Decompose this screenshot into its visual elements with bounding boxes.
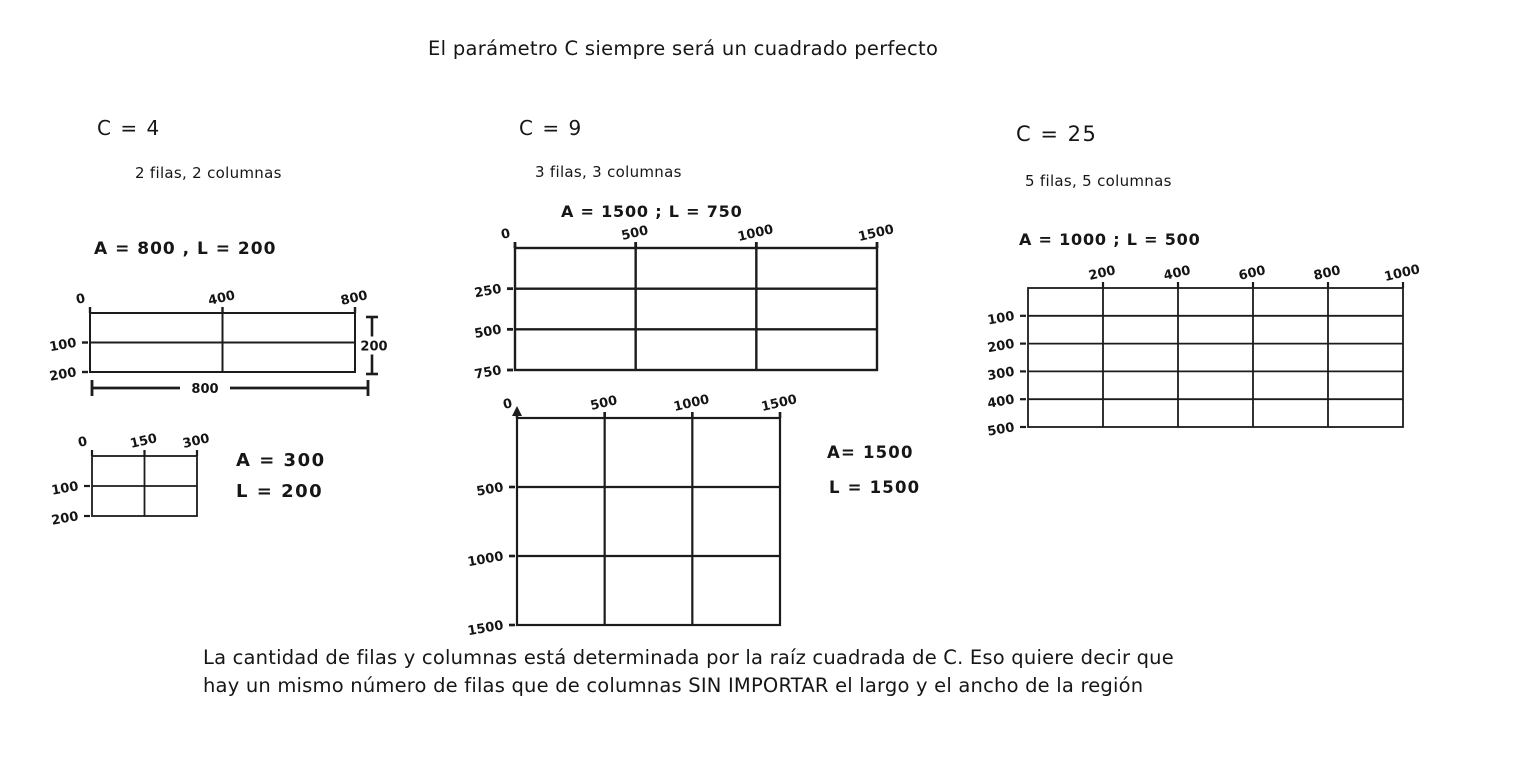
c9-label: C = 9 [519,116,583,140]
svg-text:500: 500 [986,420,1016,440]
svg-text:300: 300 [986,364,1016,385]
svg-text:150: 150 [128,431,159,452]
svg-text:200: 200 [48,365,78,385]
c4-main-grid [48,288,388,398]
c4-small-grid-length-label: L = 200 [236,481,324,502]
svg-text:0: 0 [76,434,89,451]
c9-square-grid [466,392,798,639]
svg-text:500: 500 [619,223,650,244]
svg-text:1500: 1500 [759,392,799,415]
svg-text:100: 100 [48,335,78,356]
svg-text:1000: 1000 [736,222,775,245]
svg-text:200: 200 [986,336,1016,357]
c25-rows-cols-label: 5 filas, 5 columnas [1025,172,1172,190]
svg-text:200: 200 [50,509,80,529]
c25-label: C = 25 [1016,122,1098,146]
c9-wide-grid [473,222,895,382]
svg-text:800: 800 [1312,263,1343,284]
svg-text:400: 400 [1162,263,1193,284]
svg-text:400: 400 [206,288,237,309]
svg-text:800: 800 [339,288,370,309]
c4-small-grid-area-label: A = 300 [236,450,326,471]
svg-text:500: 500 [475,480,505,500]
svg-text:0: 0 [74,291,87,308]
svg-text:600: 600 [1237,263,1268,284]
svg-text:500: 500 [473,322,503,342]
c9-square-grid-area-label: A= 1500 [827,443,914,462]
footer-note-line1: La cantidad de filas y columnas está determinada por la raíz cuadrada de C. Eso quiere decir que [203,646,1174,669]
svg-text:750: 750 [473,363,503,383]
svg-text:0: 0 [499,226,512,243]
svg-text:500: 500 [588,393,619,414]
svg-text:100: 100 [986,308,1016,329]
c4-label: C = 4 [97,116,161,140]
c9-square-grid-length-label: L = 1500 [829,478,921,497]
svg-text:300: 300 [181,431,212,452]
c4-rows-cols-label: 2 filas, 2 columnas [135,164,282,182]
c9-wide-grid-caption: A = 1500 ; L = 750 [561,202,743,221]
svg-text:250: 250 [473,281,503,302]
diagram-title: El parámetro C siempre será un cuadrado perfecto [428,37,939,60]
svg-text:100: 100 [50,479,80,499]
svg-text:1500: 1500 [856,222,896,245]
c4-small-grid [50,431,211,528]
svg-text:200: 200 [1087,263,1118,284]
svg-text:0: 0 [501,396,514,413]
svg-text:200: 200 [360,339,388,355]
c25-grid [986,262,1421,439]
svg-text:1500: 1500 [466,618,505,640]
svg-text:800: 800 [191,382,219,397]
svg-text:1000: 1000 [1382,262,1422,285]
svg-text:400: 400 [986,392,1016,412]
svg-text:1000: 1000 [466,549,505,571]
footer-note-line2: hay un mismo número de filas que de columnas SIN IMPORTAR el largo y el ancho de la región [203,674,1144,697]
svg-text:1000: 1000 [672,392,711,415]
c9-rows-cols-label: 3 filas, 3 columnas [535,163,682,181]
c25-grid-caption: A = 1000 ; L = 500 [1019,230,1201,249]
c4-params-label: A = 800 , L = 200 [94,239,277,259]
